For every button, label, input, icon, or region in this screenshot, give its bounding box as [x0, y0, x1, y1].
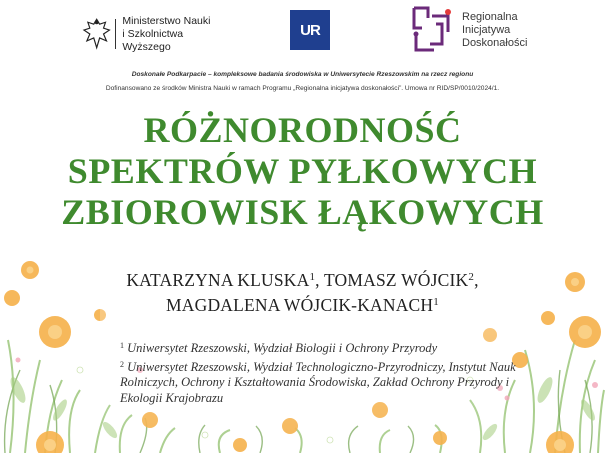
authors-line2: [0, 291, 605, 316]
rid-name: [462, 11, 527, 50]
university-logo-text: UR: [300, 21, 320, 39]
logo-divider: [115, 19, 116, 49]
project-name: Doskonałe Podkarpacie – kompleksowe badania środowiska w Uniwersytecie Rzeszowskim na rzecz regionu: [131, 71, 474, 78]
author-affiliation-marker: 1: [309, 271, 316, 283]
affiliation-number: 1: [120, 341, 124, 350]
title-line1: RÓŻNORODNOŚĆ: [143, 110, 462, 150]
affiliation-1: [120, 338, 540, 357]
ministry-logo: [82, 14, 232, 54]
title-line3: ZBIOROWISK ŁĄKOWYCH: [61, 192, 544, 232]
author-affiliation-marker: 2: [468, 271, 475, 283]
affiliation-2: [120, 357, 540, 407]
author-name: KATARZYNA KLUSKA: [126, 270, 310, 290]
rid-name-line3: Doskonałości: [462, 36, 528, 49]
author-name: TOMASZ WÓJCIK: [323, 270, 469, 290]
university-logo: [290, 10, 330, 50]
ministry-name-line2: i Szkolnictwa Wyższego: [122, 27, 184, 53]
authors: [0, 266, 605, 316]
author-affiliation-marker: 1: [433, 296, 439, 308]
presentation-title: [0, 110, 605, 233]
funding-note: Dofinansowano ze środków Ministra Nauki w ramach Programu „Regionalna inicjatywa doskonałości”. Umowa nr RID/SP/0010/2024/1.: [105, 85, 500, 92]
affiliation-number: 2: [120, 359, 124, 369]
affiliation-text: Uniwersytet Rzeszowski, Wydział Biologii i Ochrony Przyrody: [127, 341, 438, 355]
ministry-name-line1: Ministerstwo Nauki: [122, 14, 211, 27]
rid-name-line1: Regionalna: [462, 10, 518, 23]
affiliations: [120, 338, 540, 406]
affiliation-text: Uniwersytet Rzeszowski, Wydział Technologiczno-Przyrodniczy, Instytut Nauk Rolniczych, Ochrony i Kształtowania Środowiska, Zakład Ochrony Przyrody i Ekologii Krajobrazu: [120, 359, 516, 405]
author-name: MAGDALENA WÓJCIK-KANACH: [166, 295, 434, 315]
rid-name-line2: Inicjatywa: [462, 23, 511, 36]
ministry-name: [122, 15, 232, 54]
authors-line1: KATARZYNA KLUSKA$^1$, TOMASZ WÓJCIK$^2$,: [126, 270, 479, 290]
rid-emblem-icon: [408, 4, 456, 56]
rid-logo: [408, 4, 548, 56]
title-line2: SPEKTRÓW PYŁKOWYCH: [67, 151, 538, 191]
eagle-emblem-icon: [82, 16, 111, 52]
